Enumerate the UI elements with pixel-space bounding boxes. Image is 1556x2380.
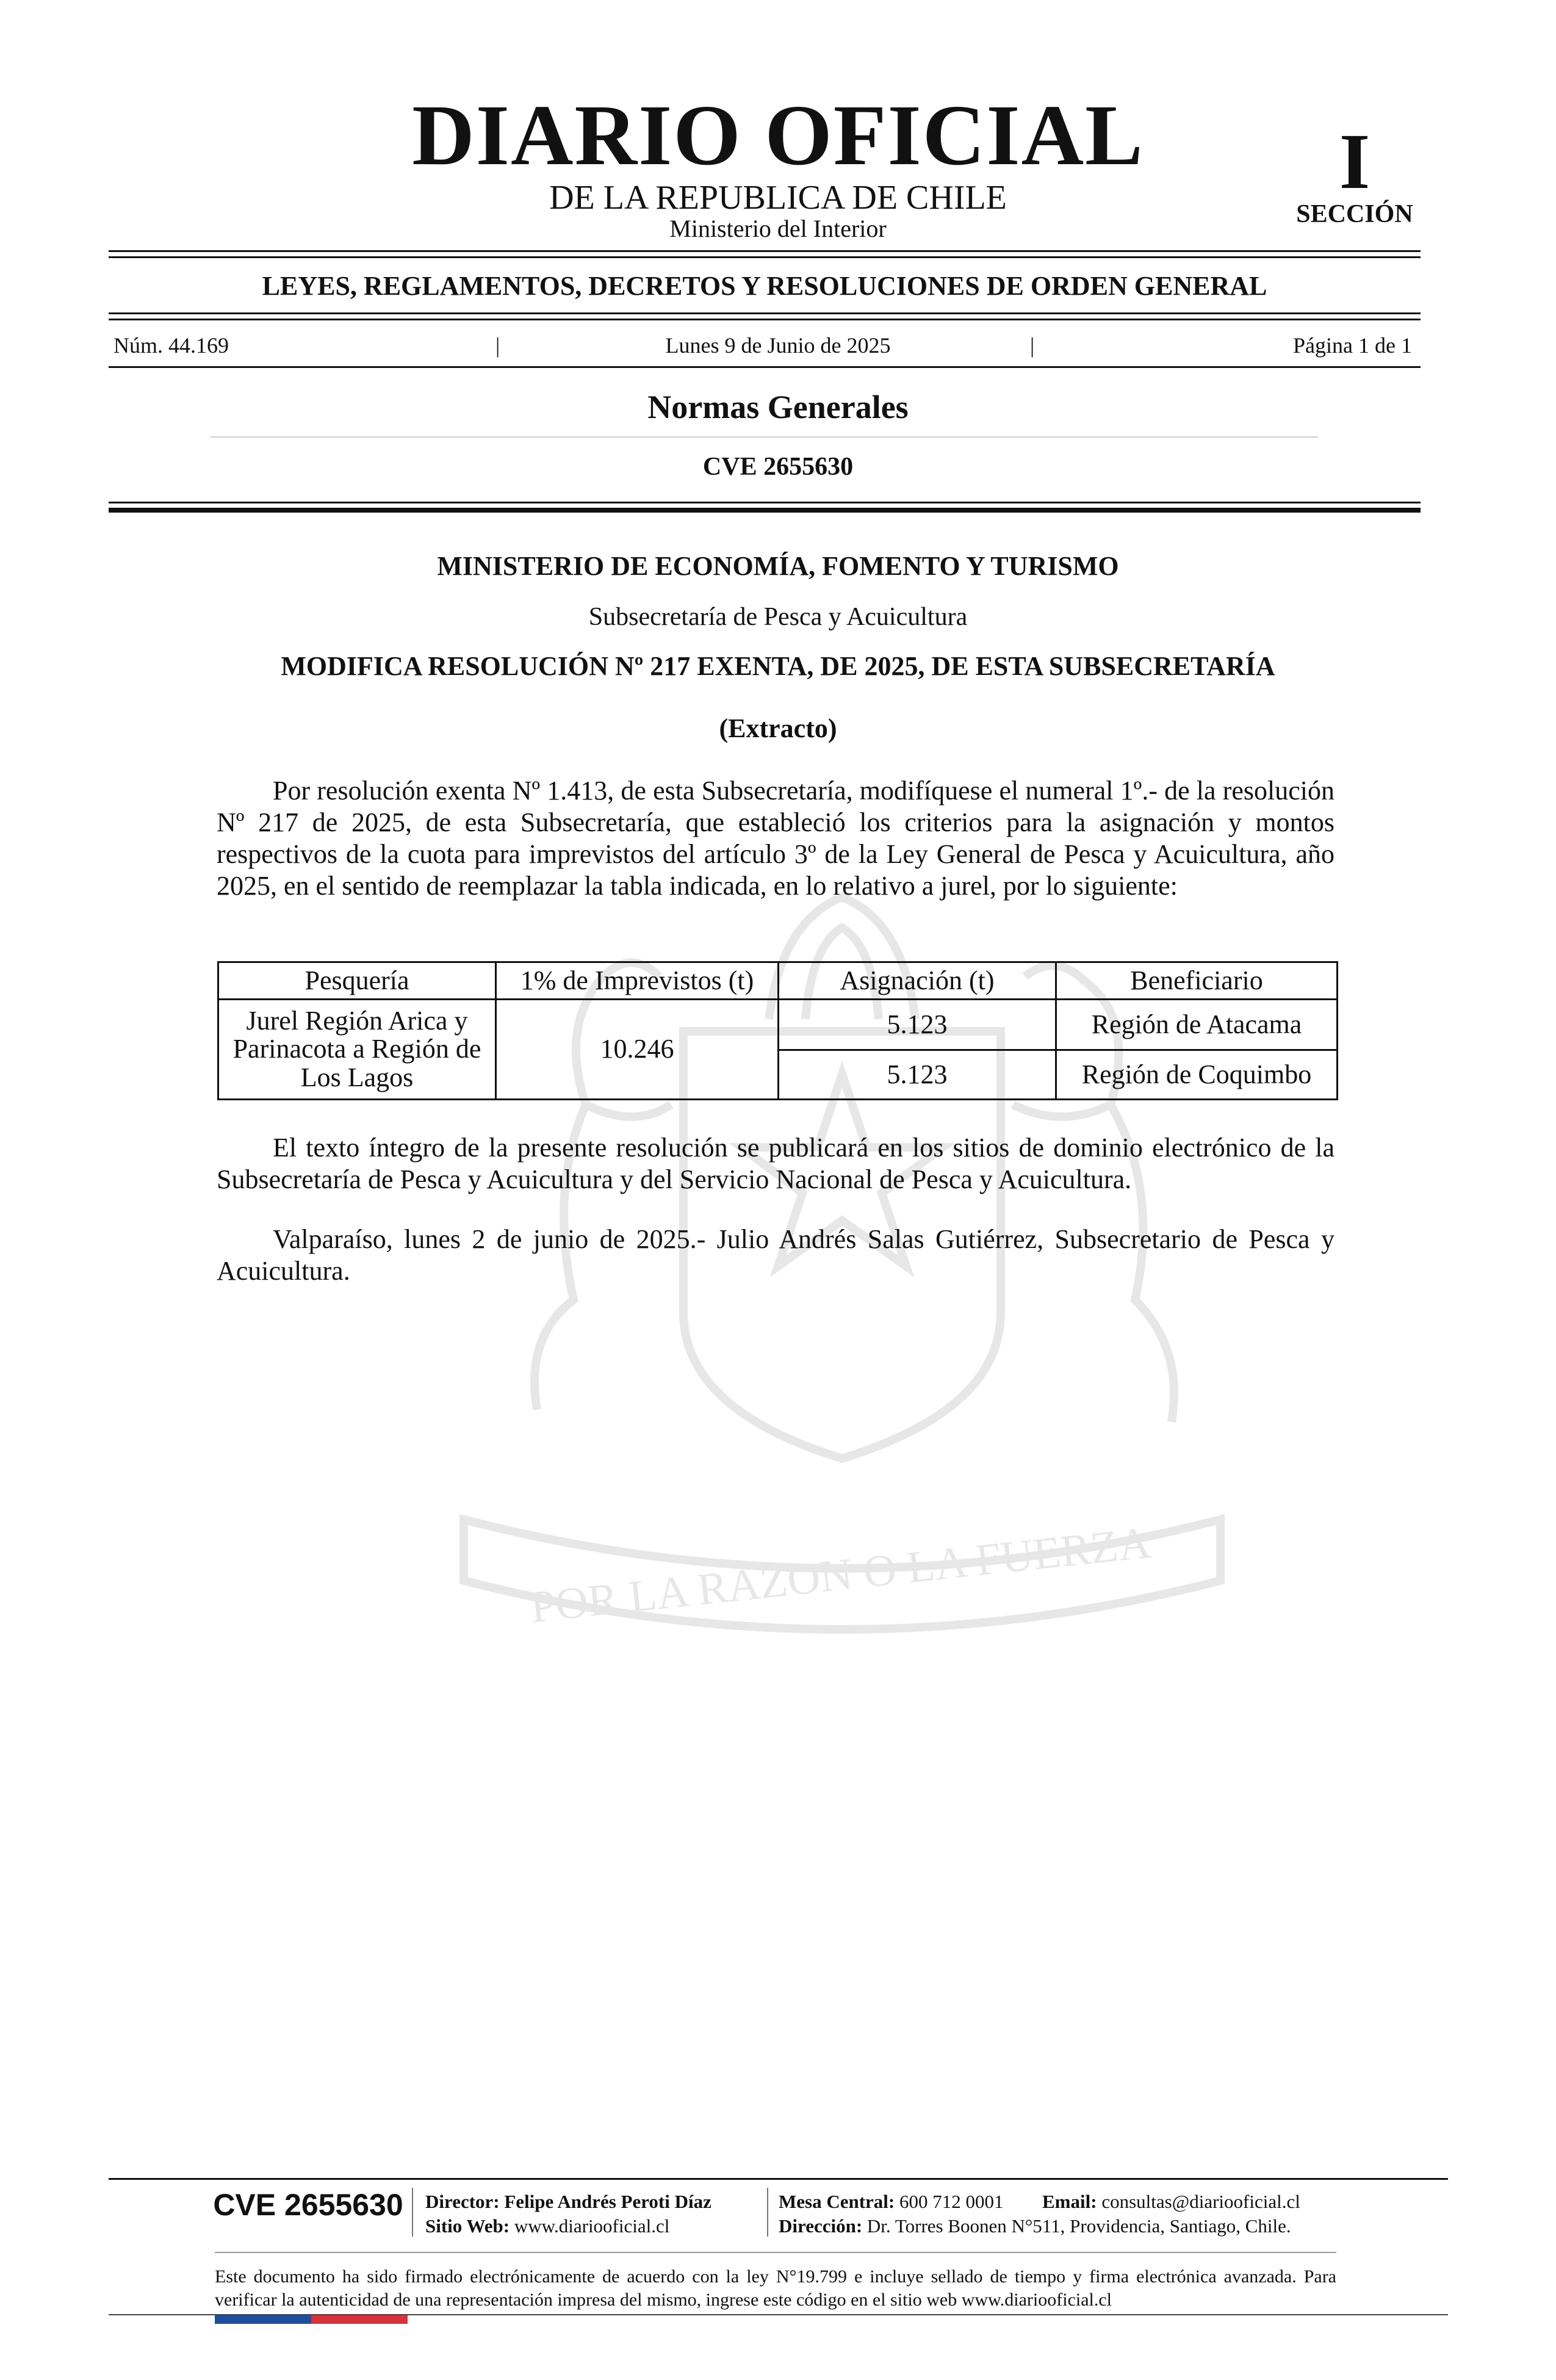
table-row <box>218 1000 1338 1050</box>
rule-thin <box>109 256 1421 258</box>
allocation-cell: 5.123 <box>779 1000 1056 1050</box>
address-text: Dr. Torres Boonen N°511, Providencia, Santiago, Chile. <box>866 2215 1291 2237</box>
section-label: SECCIÓN <box>1296 200 1413 228</box>
phone-number: 600 712 0001 <box>899 2191 1004 2212</box>
body-paragraph: Valparaíso, lunes 2 de junio de 2025.- Julio Andrés Salas Gutiérrez, Subsecretario de Pesca y Acuicultura. <box>217 1224 1334 1286</box>
meta-separator: | <box>1030 333 1035 358</box>
flag-stripe-blue <box>215 2315 311 2324</box>
resolution-title: MODIFICA RESOLUCIÓN Nº 217 EXENTA, DE 2025, DE ESTA SUBSECRETARÍA <box>281 651 1275 681</box>
rule-thin <box>109 250 1421 252</box>
body-paragraph: El texto íntegro de la presente resolución se publicará en los sitios de dominio electrónico de la Subsecretaría de Pesca y Acuicultura y del Servicio Nacional de Pesca y Acuicultura. <box>217 1133 1334 1194</box>
table-header-cell: Beneficiario <box>1056 962 1338 1000</box>
footer-email <box>1042 2192 1300 2211</box>
footer-legal-notice: Este documento ha sido firmado electrónicamente de acuerdo con la ley N°19.799 e incluye sellado de tiempo y firma electrónica avanzada. Para verificar la autenticidad de una representación impresa del mismo, ingrese este código en el sitio web www.diariooficial.cl <box>215 2266 1336 2310</box>
total-quota-cell: 10.246 <box>496 1000 779 1100</box>
footer-inner-rule <box>215 2252 1336 2253</box>
website-label: Sitio Web: <box>425 2215 510 2237</box>
footer-phone <box>779 2192 1004 2211</box>
body-paragraph: Por resolución exenta Nº 1.413, de esta Subsecretaría, modifíquese el numeral 1º.- de la resolución Nº 217 de 2025, de esta Subsecretaría, que estableció los criterios para la asignación y montos respectivos de la cuota para imprevistos del artículo 3º de la Ley General de Pesca y Acuicultura, año 2025, en el sentido de reemplazar la tabla indicada, en lo relativo a jurel, por lo siguiente: <box>217 776 1334 901</box>
fishery-cell: Jurel Región Arica y Parinacota a Región de Los Lagos <box>218 1000 496 1100</box>
website-link[interactable]: www.diariooficial.cl <box>514 2215 670 2237</box>
masthead-ministry: Ministerio del Interior <box>669 215 887 242</box>
table-header-cell: 1% de Imprevistos (t) <box>496 962 779 1000</box>
ministry-heading: MINISTERIO DE ECONOMÍA, FOMENTO Y TURISMO <box>437 551 1119 581</box>
quota-table <box>217 961 1338 1100</box>
banner-heading: LEYES, REGLAMENTOS, DECRETOS Y RESOLUCIONES DE ORDEN GENERAL <box>262 271 1267 301</box>
section-divider <box>211 436 1318 438</box>
footer-address <box>779 2216 1291 2235</box>
table-header-cell: Asignación (t) <box>779 962 1056 1000</box>
director-name: Felipe Andrés Peroti Díaz <box>504 2191 711 2212</box>
table-header-row <box>218 962 1338 1000</box>
cve-code: CVE 2655630 <box>702 453 854 481</box>
meta-separator: | <box>495 333 500 358</box>
issue-number: Núm. 44.169 <box>113 333 229 358</box>
email-label: Email: <box>1042 2191 1097 2212</box>
footer-divider <box>767 2188 768 2237</box>
address-label: Dirección: <box>779 2215 863 2237</box>
footer-cve-code: CVE 2655630 <box>213 2188 403 2222</box>
email-link[interactable]: consultas@diariooficial.cl <box>1101 2191 1300 2212</box>
rule-thick <box>109 508 1421 513</box>
beneficiary-cell: Región de Atacama <box>1056 1000 1338 1050</box>
page-indicator: Página 1 de 1 <box>1293 333 1412 358</box>
rule-thin <box>109 366 1421 368</box>
section-number: I <box>1339 118 1371 206</box>
allocation-cell: 5.123 <box>779 1050 1056 1100</box>
rule-thin <box>109 312 1421 314</box>
masthead-subtitle: DE LA REPUBLICA DE CHILE <box>549 179 1007 217</box>
rule-thin <box>109 502 1421 503</box>
footer-divider <box>412 2188 413 2237</box>
motto-text: POR LA RAZON O LA FUERZA <box>528 1517 1153 1633</box>
rule-thin <box>109 319 1421 320</box>
footer-director <box>425 2192 711 2211</box>
footer-website <box>425 2216 669 2235</box>
phone-label: Mesa Central: <box>779 2191 895 2212</box>
masthead-title: DIARIO OFICIAL <box>412 87 1144 183</box>
flag-stripe-red <box>311 2315 408 2324</box>
beneficiary-cell: Región de Coquimbo <box>1056 1050 1338 1100</box>
subsecretaria-heading: Subsecretaría de Pesca y Acuicultura <box>588 603 968 631</box>
table-header-cell: Pesquería <box>218 962 496 1000</box>
extracto-label: (Extracto) <box>719 713 837 743</box>
section-title: Normas Generales <box>647 389 909 425</box>
director-label: Director: <box>425 2191 500 2212</box>
footer-rule <box>109 2178 1448 2180</box>
issue-date: Lunes 9 de Junio de 2025 <box>665 333 891 358</box>
